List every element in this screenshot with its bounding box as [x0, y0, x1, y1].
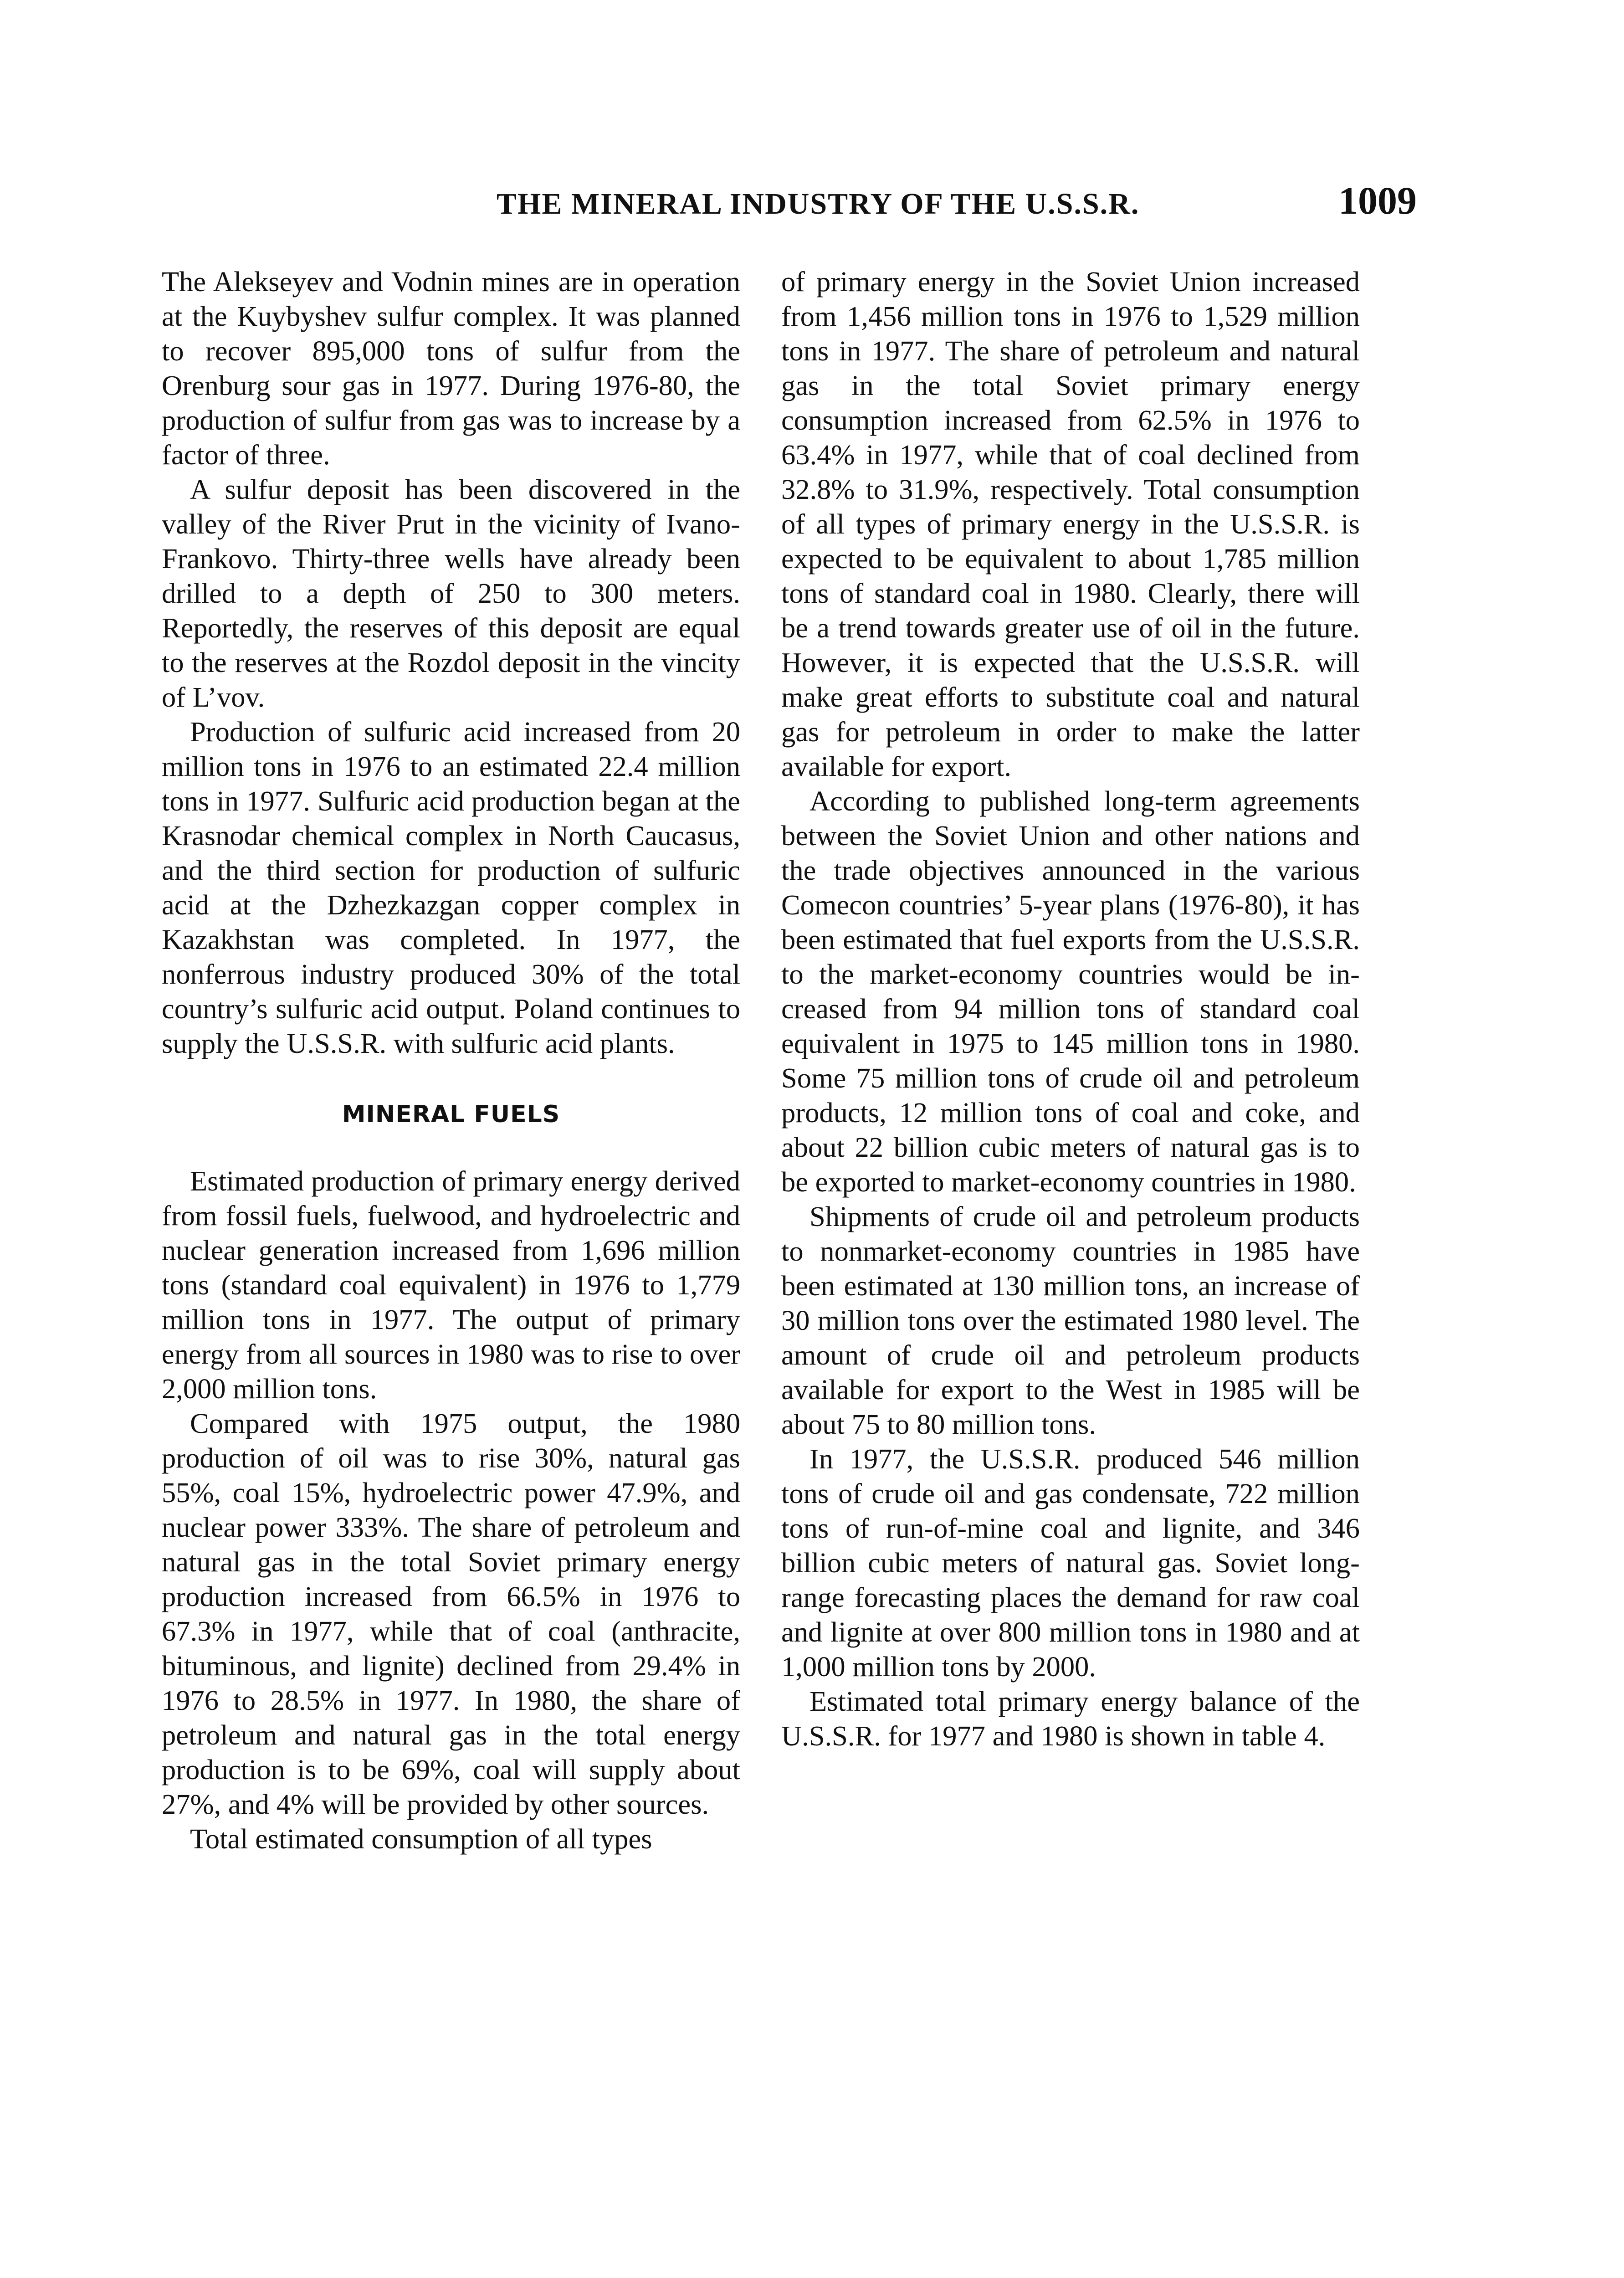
page-number: 1009: [1338, 179, 1417, 222]
paragraph: Shipments of crude oil and petroleum products to nonmarket-economy countries in 1985 have been estimated at 130 million tons, an increase of 30 million tons over the estimated 1980 level. The amount of crude oil and petroleum products available for export to the West in 1985 will be about 75 to 80 million tons.: [781, 1201, 1360, 1440]
paragraph: According to published long-term agreements between the Soviet Union and other nations and the trade objectives announced in the various Comecon countries’ 5-year plans (1976-80), it has been estimated that fuel exports from the U.S.S.R. to the market-economy countries would be increased from 94 million tons of standard coal equivalent in 1975 to 145 million tons in 1980. Some 75 million tons of crude oil and petroleum products, 12 million tons of coal and coke, and about 22 billion cubic meters of natural gas is to be exported to market-economy countries in 1980.: [781, 785, 1360, 1198]
paragraph: The Alekseyev and Vodnin mines are in operation at the Kuybyshev sulfur complex. It was planned to recover 895,000 tons of sulfur from the Orenburg sour gas in 1977. During 1976-80, the production of sulfur from gas was to increase by a factor of three.: [162, 266, 740, 471]
page-header: [497, 178, 1417, 228]
paragraph: Compared with 1975 output, the 1980 production of oil was to rise 30%, natural gas 55%, coal 15%, hydroelectric power 47.9%, and nuclear power 333%. The share of petroleum and natural gas in the total Soviet primary energy production increased from 66.5% in 1976 to 67.3% in 1977, while that of coal (anthracite, bituminous, and lignite) declined from 29.4% in 1976 to 28.5% in 1977. In 1980, the share of petroleum and natural gas in the total energy production is to be 69%, coal will supply about 27%, and 4% will be provided by other sources.: [162, 1407, 740, 1820]
paragraph: of primary energy in the Soviet Union increased from 1,456 million tons in 1976 to 1,529 million tons in 1977. The share of petroleum and natural gas in the total Soviet primary energy consumption increased from 62.5% in 1976 to 63.4% in 1977, while that of coal declined from 32.8% to 31.9%, respectively. Total consumption of all types of primary energy in the U.S.S.R. is expected to be equivalent to about 1,785 million tons of standard coal in 1980. Clearly, there will be a trend towards greater use of oil in the future. However, it is expected that the U.S.S.R. will make great efforts to substitute coal and natural gas for petroleum in order to make the latter available for export.: [781, 266, 1360, 782]
running-head: THE MINERAL INDUSTRY OF THE U.S.S.R.: [497, 187, 1140, 221]
paragraph: Production of sulfuric acid increased from 20 million tons in 1976 to an estimated 22.4 million tons in 1977. Sulfuric acid production began at the Krasnodar chemical complex in North Caucasus, and the third section for production of sulfuric acid at the Dzhezkazgan copper complex in Kazakhstan was completed. In 1977, the nonferrous industry produced 30% of the total country’s sulfuric acid output. Poland continues to supply the U.S.S.R. with sulfuric acid plants.: [162, 716, 740, 1059]
paragraph: Total estimated consumption of all types: [190, 1823, 652, 1855]
paragraph: A sulfur deposit has been discovered in the valley of the River Prut in the vicinity of Ivano-Frankovo. Thirty-three wells have already been drilled to a depth of 250 to 300 meters. Reportedly, the reserves of this deposit are equal to the reserves at the Rozdol deposit in the vincity of L’vov.: [162, 473, 740, 713]
right-column: [781, 264, 1360, 1753]
paragraph: In 1977, the U.S.S.R. produced 546 million tons of crude oil and gas condensate, 722 million tons of run-of-mine coal and lignite, and 346 billion cubic meters of natural gas. Soviet long-range forecasting places the demand for raw coal and lignite at over 800 million tons in 1980 and at 1,000 million tons by 2000.: [781, 1443, 1360, 1683]
section-heading: MINERAL FUELS: [342, 1101, 560, 1128]
left-column: [162, 264, 740, 1856]
paragraph: Estimated production of primary energy derived from fossil fuels, fuelwood, and hydroelectric and nuclear generation increased from 1,696 million tons (standard coal equivalent) in 1976 to 1,779 million tons in 1977. The output of primary energy from all sources in 1980 was to rise to over 2,000 million tons.: [162, 1165, 740, 1405]
paragraph: Estimated total primary energy balance of the U.S.S.R. for 1977 and 1980 is shown in table 4.: [781, 1685, 1360, 1752]
